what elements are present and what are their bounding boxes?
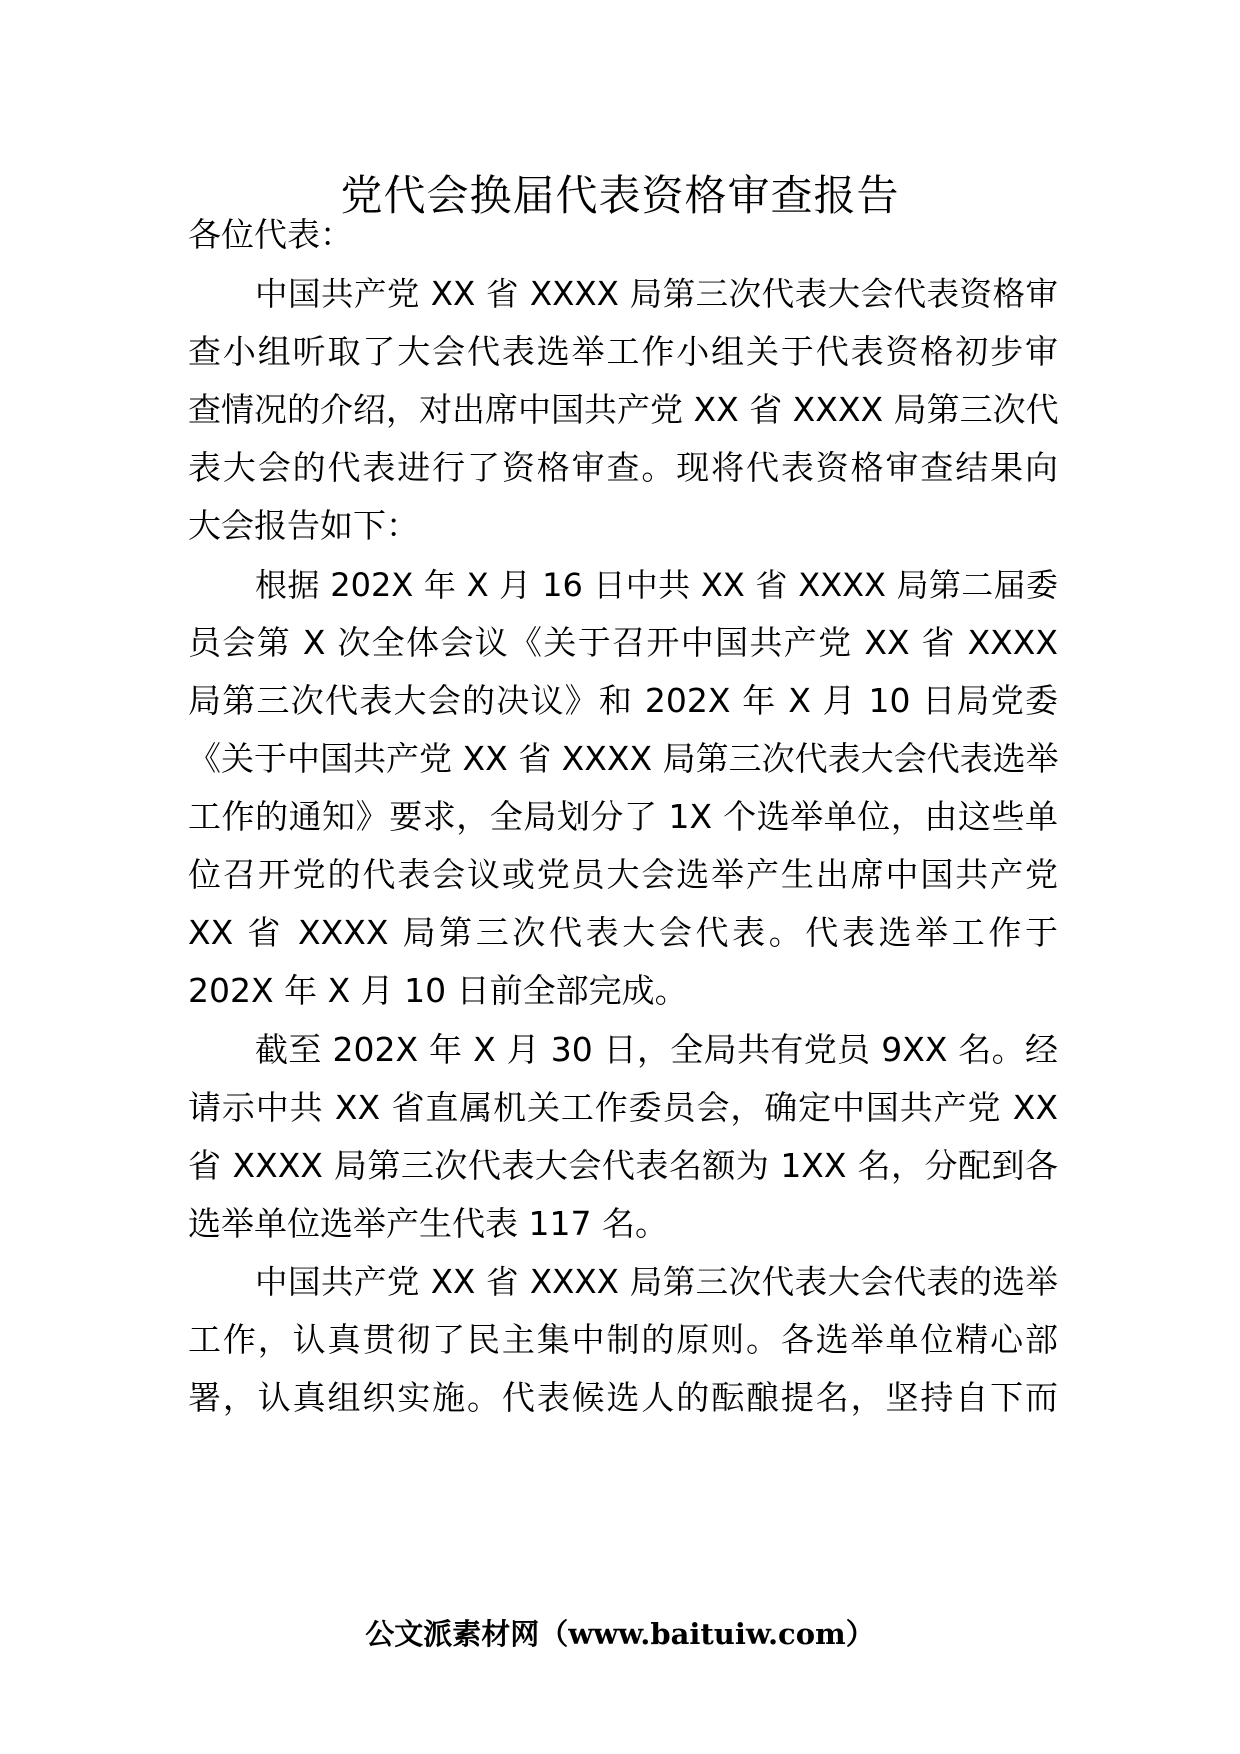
- paragraph-line: 根据 202X 年 X 月 16 日中共 XX 省 XXXX 局第二届委: [255, 566, 1058, 604]
- paragraph-line: 大会报告如下：: [188, 506, 419, 545]
- paragraph-line: 查情况的介绍，对出席中国共产党 XX 省 XXXX 局第三次代: [188, 390, 1059, 429]
- paragraph-line: 工作，认真贯彻了民主集中制的原则。各选举单位精心部: [188, 1320, 1058, 1359]
- paragraph-line: 查小组听取了大会代表选举工作小组关于代表资格初步审: [188, 332, 1058, 371]
- paragraph-line: 局第三次代表大会的决议》和 202X 年 X 月 10 日局党委: [188, 681, 1058, 720]
- paragraph-line: 中国共产党 XX 省 XXXX 局第三次代表大会代表资格审: [255, 275, 1058, 313]
- footer-watermark: 公文派素材网（www.baituiw.com）: [365, 1617, 875, 1651]
- paragraph-line: 202X 年 X 月 10 日前全部完成。: [188, 971, 688, 1010]
- paragraph-line: 省 XXXX 局第三次代表大会代表名额为 1XX 名，分配到各: [188, 1146, 1058, 1185]
- paragraph-line: 选举单位选举产生代表 117 名。: [188, 1204, 668, 1243]
- paragraph-line: 署，认真组织实施。代表候选人的酝酿提名，坚持自下而: [188, 1378, 1058, 1417]
- paragraph-line: 中国共产党 XX 省 XXXX 局第三次代表大会代表的选举: [255, 1263, 1058, 1301]
- salutation: 各位代表：: [188, 215, 353, 254]
- paragraph-line: 工作的通知》要求，全局划分了 1X 个选举单位，由这些单: [188, 797, 1058, 836]
- paragraph-line: 请示中共 XX 省直属机关工作委员会，确定中国共产党 XX: [188, 1088, 1058, 1127]
- paragraph-line: 位召开党的代表会议或党员大会选举产生出席中国共产党: [188, 855, 1058, 894]
- paragraph-line: 表大会的代表进行了资格审查。现将代表资格审查结果向: [188, 448, 1058, 487]
- paragraph-line: 员会第 X 次全体会议《关于召开中国共产党 XX 省 XXXX: [188, 623, 1058, 662]
- paragraph-line: 《关于中国共产党 XX 省 XXXX 局第三次代表大会代表选举: [188, 739, 1059, 778]
- paragraph-line: XX 省 XXXX 局第三次代表大会代表。代表选举工作于: [188, 913, 1058, 952]
- document-title: 党代会换届代表资格审查报告: [340, 171, 900, 220]
- paragraph-line: 截至 202X 年 X 月 30 日，全局共有党员 9XX 名。经: [255, 1030, 1058, 1069]
